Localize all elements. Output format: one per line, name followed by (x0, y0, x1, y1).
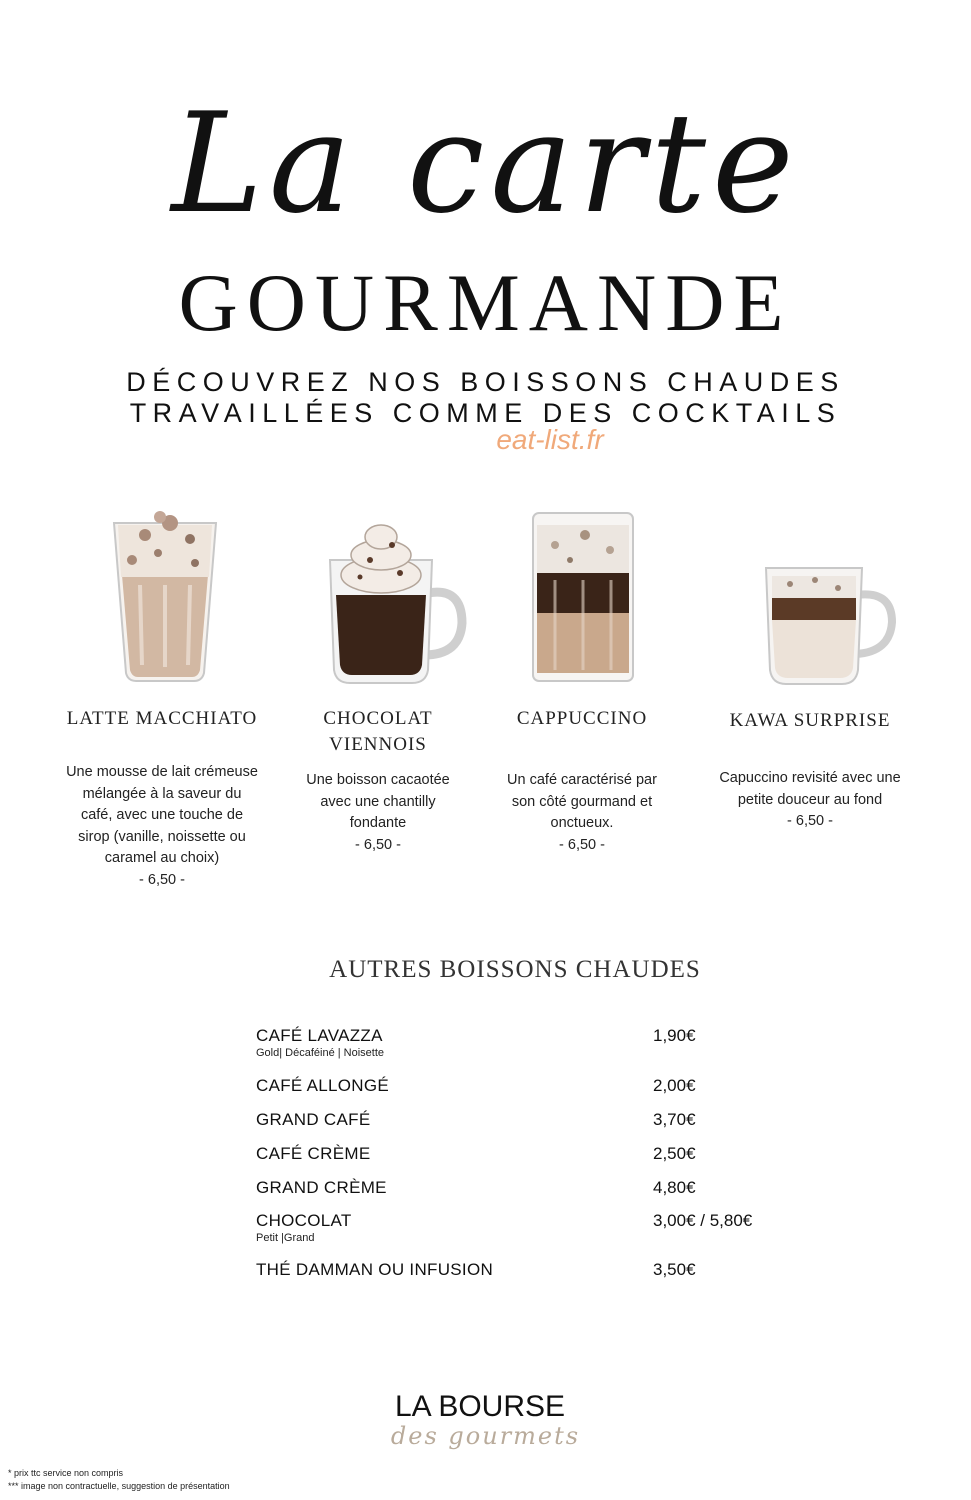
menu-item (256, 1110, 816, 1130)
logo-script: des gourmets (390, 1422, 581, 1450)
menu-item-price: 3,70€ (653, 1110, 696, 1129)
desc-line: petite douceur au fond (737, 791, 883, 808)
kawa-surprise-illustration (760, 560, 905, 690)
footnote-prices: * prix ttc service non compris (8, 1468, 124, 1478)
menu-item-price: 3,50€ (653, 1260, 696, 1279)
desc-line: sirop (vanille, noissette ou (78, 828, 246, 845)
menu-item (256, 1026, 816, 1059)
menu-item-price: 1,90€ (653, 1026, 696, 1045)
desc-line: mélangée à la saveur du (82, 785, 242, 802)
cappuccino-illustration (525, 505, 640, 685)
desc-line: onctueux. (550, 815, 614, 831)
desc-line: Un café caractérisé par (507, 772, 657, 788)
logo-wordmark: LA BOURSE (394, 1390, 566, 1423)
latte-macchiato-illustration (100, 505, 230, 685)
drink-kawa-surprise (690, 708, 930, 833)
desc-line: Capuccino revisité avec une (719, 770, 901, 786)
menu-item-name: CAFÉ LAVAZZA (256, 1026, 383, 1045)
desc-line: Une boisson cacaotée (306, 772, 450, 788)
drink-description (462, 770, 702, 856)
drink-name: KAWA SURPRISE (729, 710, 891, 731)
desc-line: avec une chantilly (320, 793, 436, 810)
menu-item-name: THÉ DAMMAN OU INFUSION (256, 1260, 494, 1279)
drink-description (42, 762, 282, 891)
other-drinks-title: AUTRES BOISSONS CHAUDES (329, 956, 701, 983)
drink-name: LATTE MACCHIATO (66, 708, 258, 729)
drink-price: - 6,50 - (559, 836, 605, 853)
menu-item-price: 2,00€ (653, 1076, 696, 1095)
menu-item-price: 2,50€ (653, 1144, 696, 1163)
menu-item (256, 1178, 816, 1198)
menu-item-price: 4,80€ (653, 1178, 696, 1197)
menu-item-name: CHOCOLAT (256, 1211, 352, 1230)
desc-line: fondante (349, 815, 407, 831)
menu-item (256, 1076, 816, 1096)
drink-price: - 6,50 - (355, 836, 401, 853)
footnote-image: *** image non contractuelle, suggestion de présentation (8, 1481, 230, 1491)
menu-item-name: CAFÉ ALLONGÉ (256, 1076, 390, 1095)
drink-price: - 6,50 - (787, 813, 833, 829)
desc-line: caramel au choix) (104, 850, 220, 866)
menu-item (256, 1211, 816, 1244)
page-title: GOURMANDE (178, 257, 793, 348)
drink-cappuccino (462, 706, 702, 856)
chocolat-viennois-illustration (320, 515, 470, 690)
script-title: La carte (171, 83, 800, 244)
drink-price: - 6,50 - (139, 871, 185, 888)
menu-item-name: GRAND CAFÉ (256, 1110, 371, 1129)
drink-name-line: CHOCOLAT (323, 708, 433, 729)
desc-line: son côté gourmand et (511, 793, 653, 810)
subtitle-line-2: TRAVAILLÉES COMME DES COCKTAILS (129, 398, 842, 428)
menu-item-sub: Gold| Décaféiné | Noisette (256, 1047, 385, 1059)
desc-line: Une mousse de lait crémeuse (66, 764, 258, 780)
drink-name: CAPPUCCINO (516, 708, 648, 729)
menu-item-sub: Petit |Grand (256, 1232, 315, 1244)
drink-name-line: VIENNOIS (329, 734, 427, 755)
desc-line: café, avec une touche de (80, 807, 244, 823)
drink-latte-macchiato (42, 706, 282, 891)
subtitle-line-1: DÉCOUVREZ NOS BOISSONS CHAUDES (126, 367, 845, 397)
menu-item-name: CAFÉ CRÈME (256, 1144, 371, 1163)
watermark-link[interactable]: eat-list.fr (496, 424, 604, 455)
menu-item-name: GRAND CRÈME (256, 1178, 387, 1197)
menu-item-price: 3,00€ / 5,80€ (653, 1211, 753, 1230)
drink-description (690, 768, 930, 833)
menu-item (256, 1144, 816, 1164)
menu-item (256, 1260, 816, 1280)
